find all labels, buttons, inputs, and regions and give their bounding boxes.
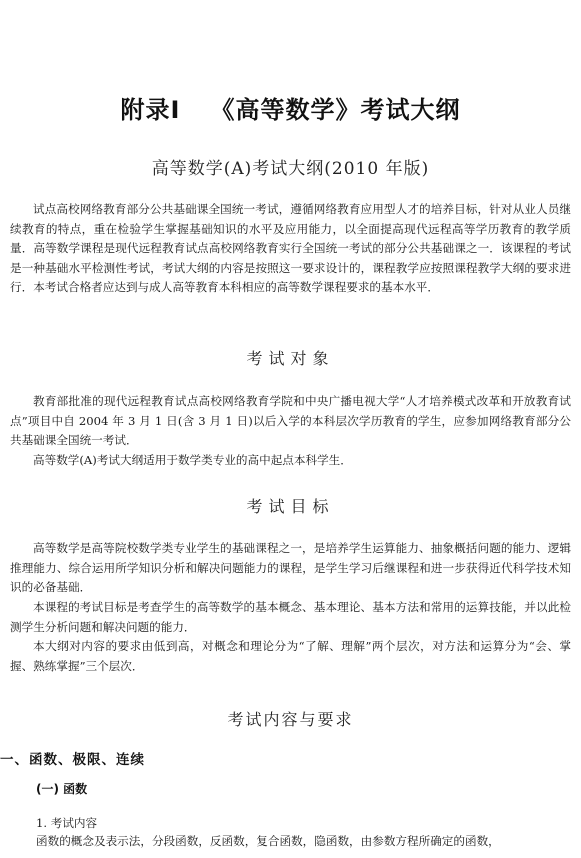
objects-paragraph-2: 高等数学(A)考试大纲适用于数学类专业的高中起点本科学生． — [33, 453, 352, 467]
section-heading-exam-content: 考试内容与要求 — [227, 710, 354, 729]
chapter-heading: 一、函数、极限、连续 — [0, 752, 145, 768]
appendix-title — [0, 90, 581, 125]
intro-paragraph: 试点高校网络教育部分公共基础课全国统一考试，遵循网络教育应用型人才的培养目标，针对从业人员继续教育的特点，重在检验学生掌握基础知识的水平及应用能力，以全面提高现代远程高等学历教育的教学质量．高等数学课程是现代远程教育试点高校网络教育实行全国统一考试的部分公共基础课之一．该课程的考试是一种基础水平检测性考试，考试大纲的内容是按照这一要求设计的，课程教学应按照课程教学大纲的要求进行．本考试合格者应达到与成人高等教育本科相应的高等数学课程要求的基本水平． — [10, 202, 571, 295]
item-label: 1. 考试内容 — [36, 816, 98, 830]
syllabus-subtitle: 高等数学(A)考试大纲(2010 年版) — [151, 159, 430, 179]
syllabus-title: 《高等数学》考试大纲 — [210, 96, 461, 124]
item-text: 函数的概念及表示法，分段函数，反函数，复合函数，隐函数，由参数方程所确定的函数， — [36, 834, 500, 848]
section-heading-exam-goals: 考试目标 — [246, 497, 335, 516]
goals-paragraph-2: 本课程的考试目标是考查学生的高等数学的基本概念、基本理论、基本方法和常用的运算技能，并以此检测学生分析问题和解决问题的能力． — [10, 600, 571, 634]
goals-paragraph-1: 高等数学是高等院校数学类专业学生的基础课程之一，是培养学生运算能力、抽象概括问题的能力、逻辑推理能力、综合运用所学知识分析和解决问题能力的课程，是学生学习后继课程和进一步获得近代科学技术知识的必备基础． — [10, 541, 571, 595]
appendix-label: 附录Ⅰ — [120, 96, 181, 124]
goals-paragraph-3: 本大纲对内容的要求由低到高，对概念和理论分为“了解、理解”两个层次，对方法和运算分为“会、掌握、熟练掌握”三个层次． — [10, 639, 571, 673]
objects-paragraph-1: 教育部批准的现代远程教育试点高校网络教育学院和中央广播电视大学“人才培养模式改革和开放教育试点”项目中自 2004 年 3 月 1 日(含 3 月 1 日)以后入学的本科层次学历教育的学生，应参加网络教育部分公共基础课全国统一考试． — [10, 394, 571, 448]
subsection-heading: (一) 函数 — [36, 782, 88, 796]
section-heading-exam-objects: 考试对象 — [246, 349, 335, 368]
